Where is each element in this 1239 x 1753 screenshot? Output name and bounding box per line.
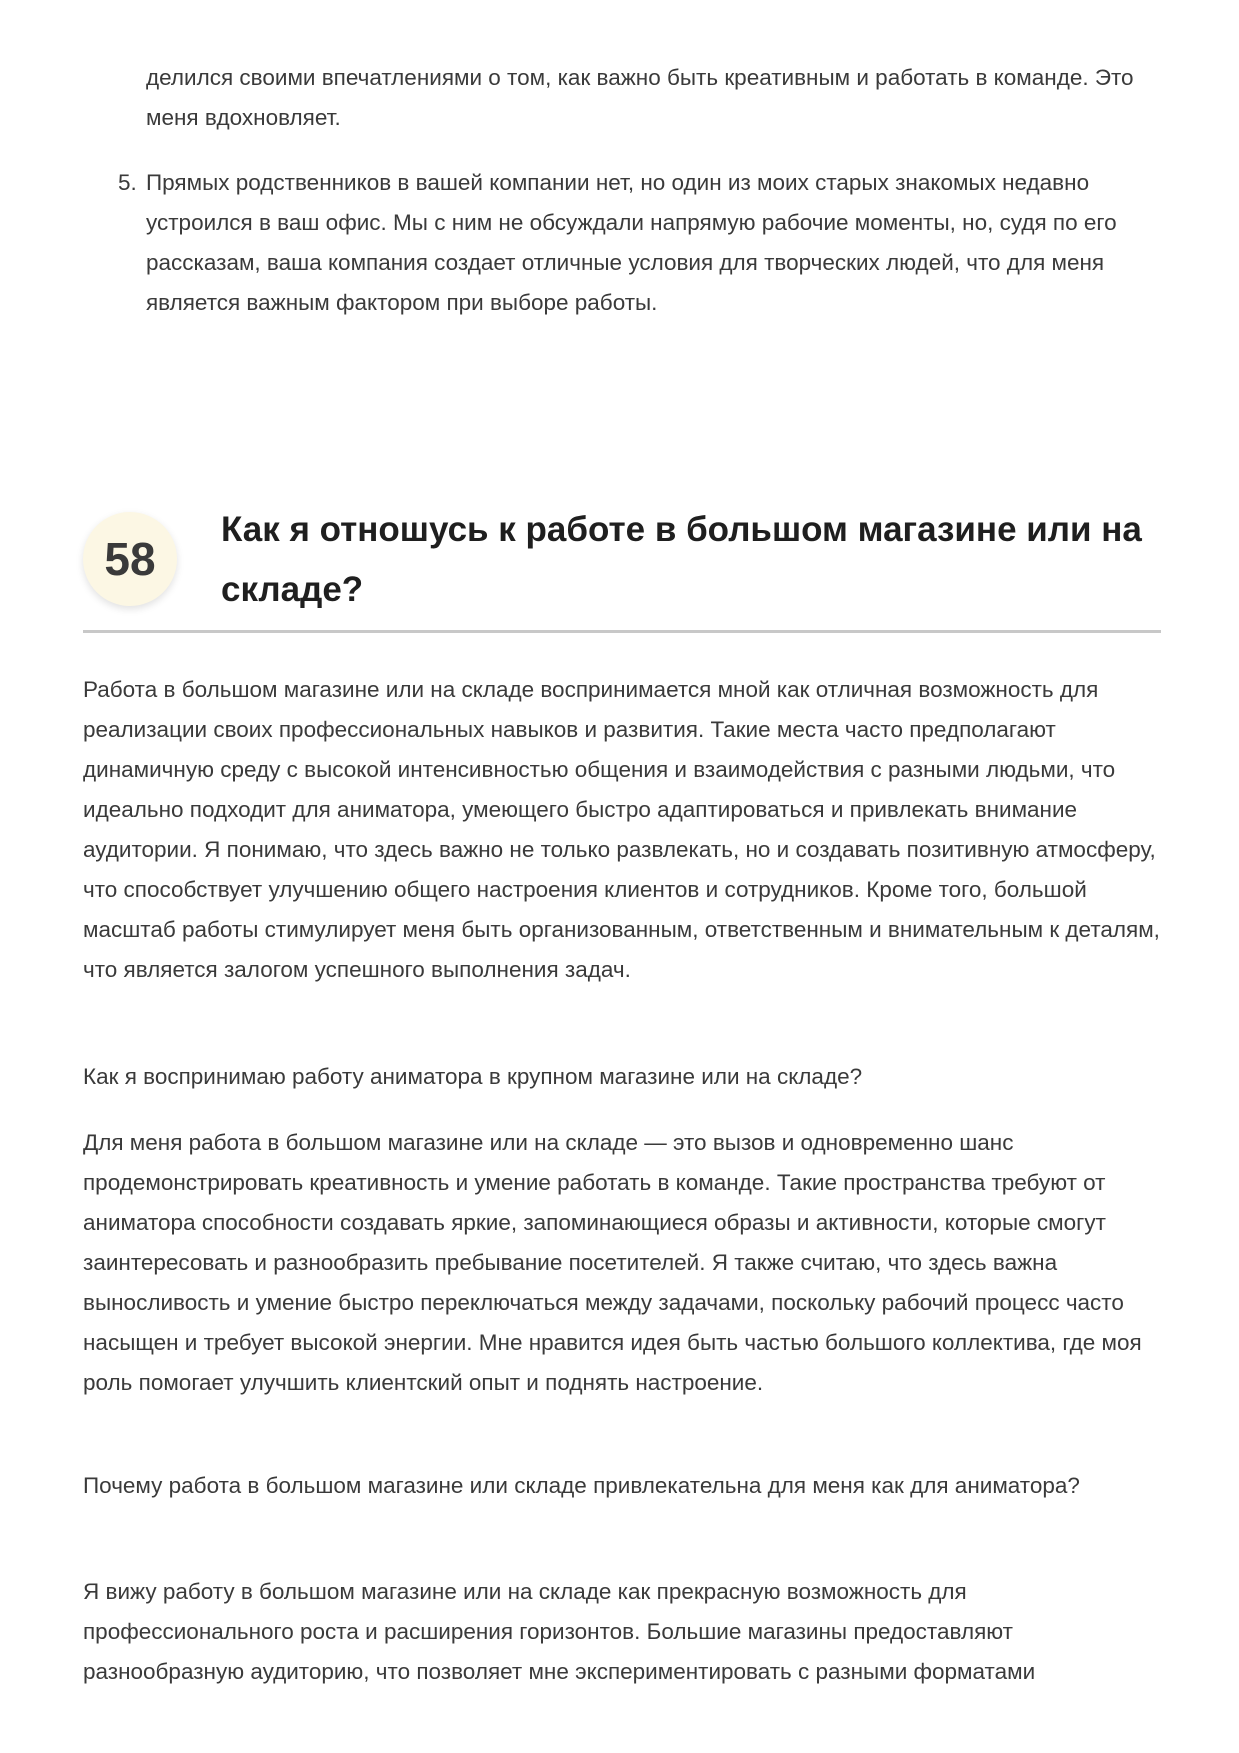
- list-item-number: 5.: [118, 170, 137, 195]
- list-item-continuation: делился своими впечатлениями о том, как важно быть креативным и работать в команде. Это меня вдохновляет.: [146, 65, 1134, 130]
- list-item-text: Прямых родственников в вашей компании нет, но один из моих старых знакомых недавно устроился в ваш офис. Мы с ним не обсуждали напрямую рабочие моменты, но, судя по его рассказам, ваша компания создает отличные условия для творческих людей, что для меня является важным фактором при выборе работы.: [146, 170, 1117, 315]
- section-number-badge: 58: [83, 512, 177, 606]
- paragraph: Работа в большом магазине или на складе воспринимается мной как отличная возможность для реализации своих профессиональных навыков и развития. Такие места часто предполагают динамичную среду с высокой интенсивностью общения и взаимодействия с разными людьми, что идеально подходит для аниматора, умеющего быстро адаптироваться и привлекать внимание аудитории. Я понимаю, что здесь важно не только развлекать, но и создавать позитивную атмосферу, что способствует улучшению общего настроения клиентов и сотрудников. Кроме того, большой масштаб работы стимулирует меня быть организованным, ответственным и внимательным к деталям, что является залогом успешного выполнения задач.: [83, 677, 1160, 982]
- paragraph: Я вижу работу в большом магазине или на складе как прекрасную возможность для профессионального роста и расширения горизонтов. Большие магазины предоставляют разнообразную аудиторию, что позволяет мне экспериментировать с разными форматами: [83, 1579, 1036, 1684]
- section-heading: [83, 500, 1161, 633]
- paragraph: Как я воспринимаю работу аниматора в крупном магазине или на складе?: [83, 1064, 863, 1089]
- paragraph: Для меня работа в большом магазине или на складе — это вызов и одновременно шанс продемонстрировать креативность и умение работать в команде. Такие пространства требуют от аниматора способности создавать яркие, запоминающиеся образы и активности, которые смогут заинтересовать и разнообразить пребывание посетителей. Я также считаю, что здесь важна выносливость и умение быстро переключаться между задачами, поскольку рабочий процесс часто насыщен и требует высокой энергии. Мне нравится идея быть частью большого коллектива, где моя роль помогает улучшить клиентский опыт и поднять настроение.: [83, 1130, 1142, 1395]
- list-item: [118, 163, 1168, 323]
- paragraph: Почему работа в большом магазине или складе привлекательна для меня как для аниматора?: [83, 1473, 1080, 1498]
- section-title: Как я отношусь к работе в большом магазине или на складе?: [221, 510, 1142, 609]
